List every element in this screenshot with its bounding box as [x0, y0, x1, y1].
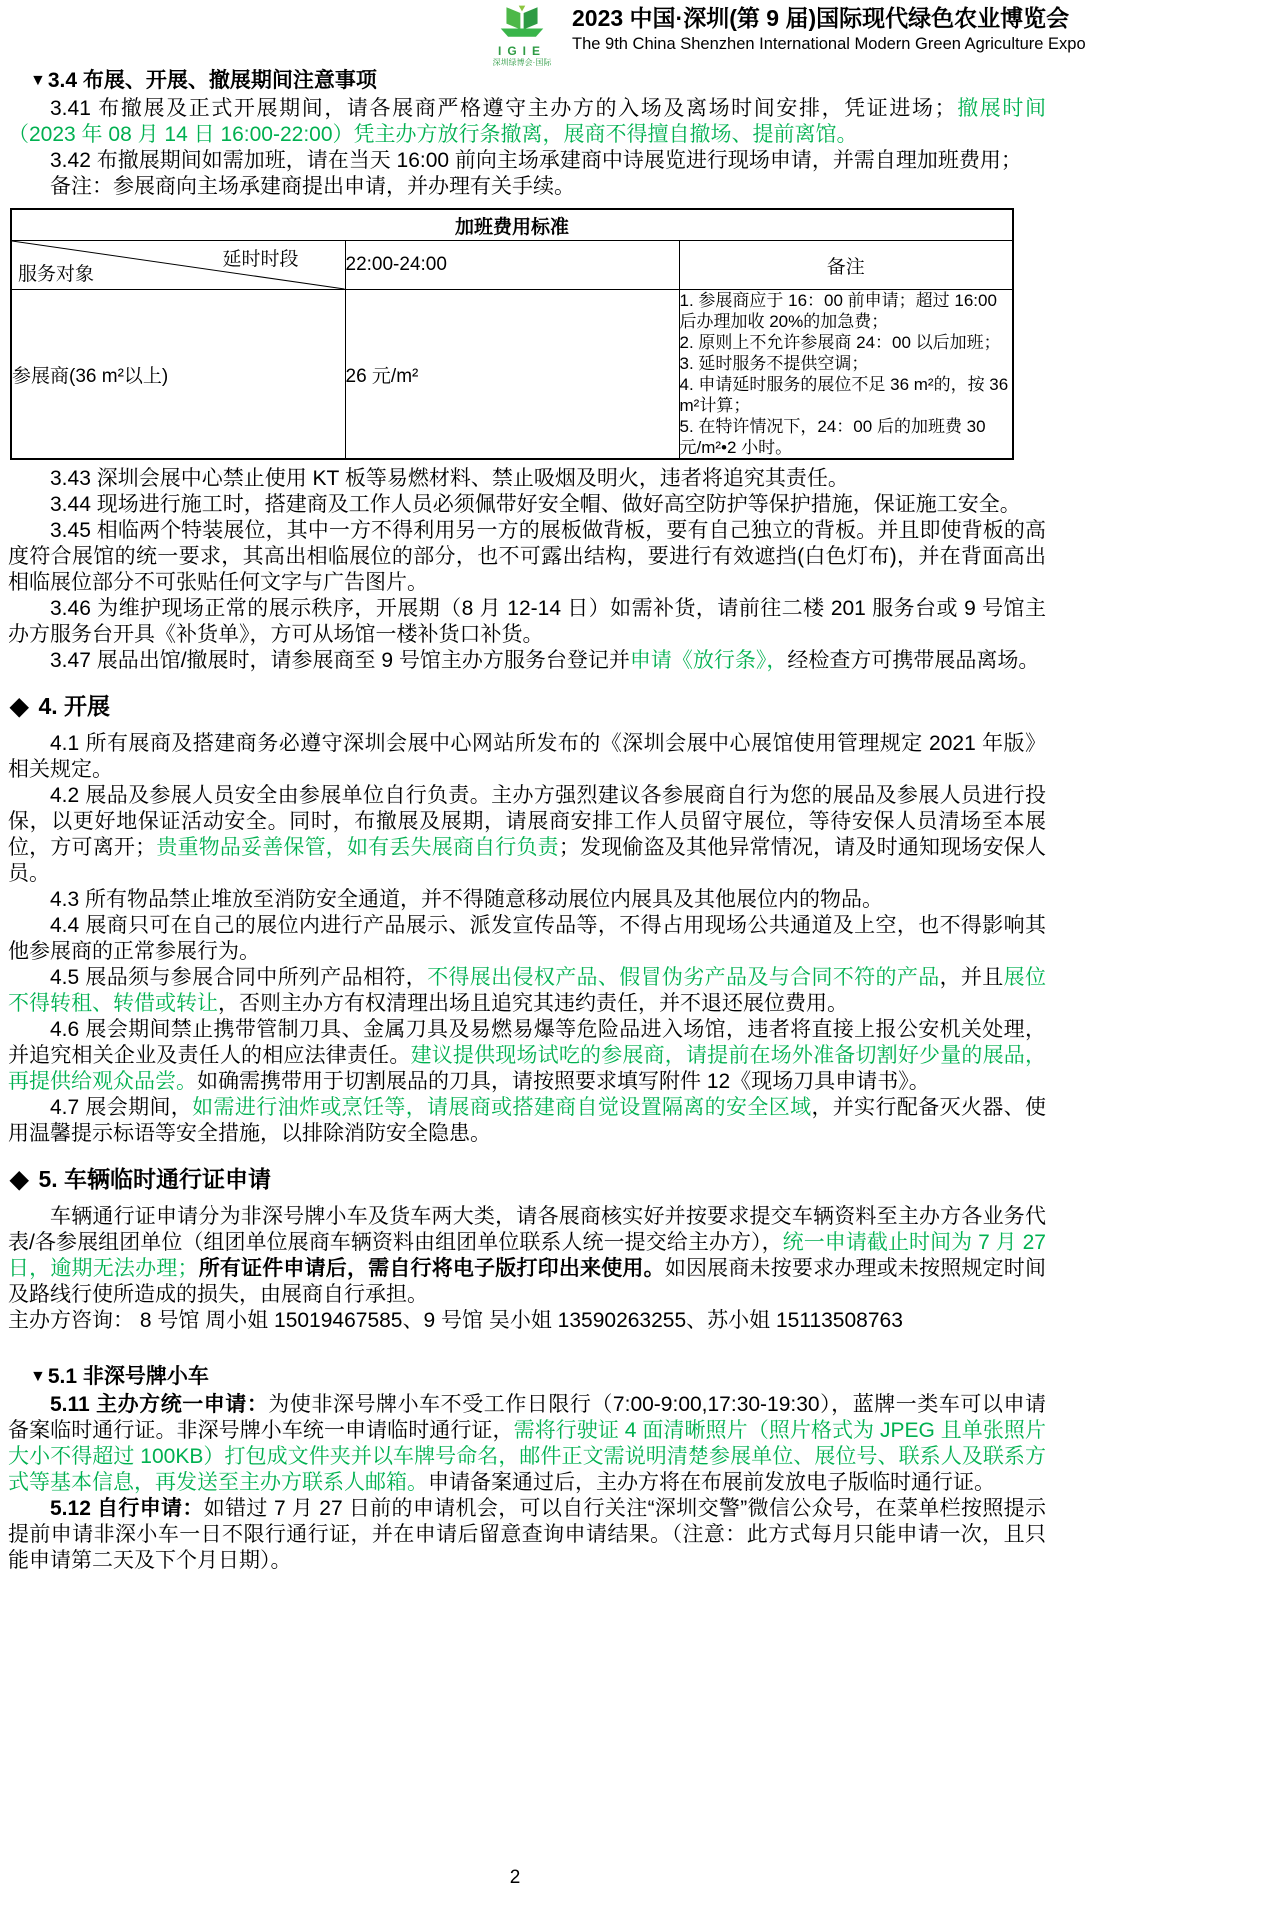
logo-leaves-icon — [490, 4, 554, 40]
text-run: ；发现偷盗及其他异常情况，请及时通知现场安保人员。 — [8, 836, 1046, 885]
text-run: ，否则主办方有权清理出场且追究其违约责任，并不退还展位费用。 — [218, 992, 848, 1015]
text-run: 3.43 深圳会展中心禁止使用 KT 板等易燃材料、禁止吸烟及明火，违者将追究其责任。 — [50, 467, 849, 490]
para-4-2 — [8, 783, 1046, 887]
text-run: 如错过 7 月 27 日前的申请机会，可以自行关注“深圳交警”微信公众号，在菜单栏按照提示提前申请非深小车一日不限行通行证，并在申请后留意查询申请结果。（注意：此方式每月只能申请一次，且只能申请第二天及下个月日期）。 — [8, 1497, 1046, 1572]
document-header — [482, 4, 1086, 67]
text-run: 4.7 展会期间， — [50, 1096, 193, 1119]
text-run: 4.6 展会期间禁止携带管制刀具、金属刀具及易燃易爆等危险品进入场馆，违者将直接上报公安机关处理，并追究相关企业及责任人的相应法律责任。 — [8, 1018, 1046, 1067]
logo-subtext: 深圳绿博会·国际 — [492, 58, 552, 67]
text-run: 3.45 相临两个特装展位，其中一方不得利用另一方的展板做背板，要有自己独立的背板。并且即使背板的高度符合展馆的统一要求，其高出相临展位的部分，也不可露出结构，要进行有效遮挡(白色灯布)，并在背面高出相临展位部分不可张贴任何文字与广告图片。 — [8, 519, 1046, 594]
text-run: 备注：参展商向主场承建商提出申请，并办理有关手续。 — [50, 175, 575, 198]
para-5-11 — [8, 1392, 1046, 1496]
text-run: 需将行驶证 4 面清晰照片（照片格式为 JPEG 且单张照片大小不得超过 100KB）打包成文件夹并以车牌号命名，邮件正文需说明清楚参展单位、展位号、联系人及联系方式等基本信息，再发送至主办方联系人邮箱。 — [8, 1419, 1046, 1494]
para-organizer-contacts — [8, 1308, 1046, 1334]
text-run: 撤展时间（2023 年 08 月 14 日 16:00-22:00）凭主办方放行条撤离，展商不得擅自撤场、提前离馆。 — [8, 97, 1047, 146]
text-run: 4.5 展品须与参展合同中所列产品相符， — [50, 966, 428, 989]
table-header-row — [11, 241, 1013, 290]
para-4-7 — [8, 1095, 1046, 1147]
heading-text: 5. 车辆临时通行证申请 — [38, 1166, 272, 1192]
text-run: 3.42 布撤展期间如需加班，请在当天 16:00 前向主场承建商中诗展览进行现场申请，并需自理加班费用； — [50, 149, 1022, 172]
para-5-12 — [8, 1496, 1046, 1574]
remarks-cell — [679, 290, 1013, 460]
text-run: 5.11 主办方统一申请： — [50, 1393, 269, 1416]
service-target-cell: 参展商(36 m²以上) — [11, 290, 345, 460]
rate-cell: 26 元/m² — [345, 290, 679, 460]
para-3-46 — [8, 596, 1046, 648]
text-run: 申请《放行条》， — [629, 649, 788, 672]
para-4-1 — [8, 731, 1046, 783]
para-4-5 — [8, 965, 1046, 1017]
time-slot-header: 22:00-24:00 — [345, 241, 679, 290]
text-run: 如因展商未按要求办理或未按照规定时间及路线行使所造成的损失，由展商自行承担。 — [8, 1257, 1046, 1306]
heading-3-4 — [30, 64, 1046, 94]
text-run: 3.44 现场进行施工时，搭建商及工作人员必须佩带好安全帽、做好高空防护等保护措施，保证施工安全。 — [50, 493, 1021, 516]
remark-line: 1. 参展商应于 16：00 前申请；超过 16:00 后办理加收 20%的加急费； — [679, 291, 997, 331]
heading-text: 4. 开展 — [38, 693, 111, 719]
table-title-row — [11, 209, 1013, 241]
expo-logo — [482, 4, 562, 67]
text-run: 经检查方可携带展品离场。 — [787, 649, 1040, 672]
text-run: 3.41 布撤展及正式开展期间，请各展商严格遵守主办方的入场及离场时间安排，凭证进场； — [50, 97, 956, 120]
text-run: 建议提供现场试吃的参展商，请提前在场外准备切割好少量的展品，再提供给观众品尝。 — [8, 1044, 1046, 1093]
document-body — [8, 60, 1046, 1574]
text-run: 车辆通行证申请分为非深号牌小车及货车两大类，请各展商核实好并按要求提交车辆资料至主办方各业务代表/各参展组团单位（组团单位展商车辆资料由组团单位联系人统一提交给主办方）， — [8, 1205, 1046, 1254]
remark-line: 5. 在特许情况下，24：00 后的加班费 30 元/m²•2 小时。 — [679, 417, 986, 457]
para-3-41 — [8, 96, 1046, 148]
para-3-45 — [8, 518, 1046, 596]
text-run: 不得展出侵权产品、假冒伪劣产品及与合同不符的产品 — [427, 966, 940, 989]
text-run: 4.2 展品及参展人员安全由参展单位自行负责。主办方强烈建议各参展商自行为您的展品及参展人员进行投保，以更好地保证活动安全。同时，布撤展及展期，请展商安排工作人员留守展位，等待安保人员清场至本展位，方可离开； — [8, 784, 1046, 859]
expo-titles — [572, 4, 1086, 55]
table-data-row — [11, 290, 1013, 460]
heading-marker-icon: ◆ — [10, 693, 29, 720]
heading-4 — [10, 688, 1046, 721]
diagonal-label-service-target: 服务对象 — [18, 264, 95, 285]
diagonal-header-cell — [11, 241, 345, 290]
text-run: 为使非深号牌小车不受工作日限行（7:00-9:00,17:30-19:30），蓝牌一类车可以申请备案临时通行证。非深号牌小车统一申请临时通行证， — [8, 1393, 1046, 1442]
heading-5 — [10, 1161, 1046, 1194]
text-run: 4.1 所有展商及搭建商务必遵守深圳会展中心网站所发布的《深圳会展中心展馆使用管理规定 2021 年版》相关规定。 — [8, 732, 1046, 781]
diagonal-label-time-slot: 延时时段 — [222, 249, 299, 270]
remark-line: 4. 申请延时服务的展位不足 36 m²的，按 36 m²计算； — [679, 375, 1009, 415]
text-run: 如确需携带用于切割展品的刀具，请按照要求填写附件 12《现场刀具申请书》。 — [197, 1070, 930, 1093]
text-run: 4.4 展商只可在自己的展位内进行产品展示、派发宣传品等，不得占用现场公共通道及上空，也不得影响其他参展商的正常参展行为。 — [8, 914, 1046, 963]
remarks-header: 备注 — [679, 241, 1013, 290]
expo-title-en: The 9th China Shenzhen International Modern Green Agriculture Expo — [572, 35, 1086, 53]
para-4-4 — [8, 913, 1046, 965]
para-3-43 — [8, 466, 1046, 492]
text-run: 3.47 展品出馆/撤展时，请参展商至 9 号馆主办方服务台登记并 — [50, 649, 630, 672]
logo-acronym: IGIE — [497, 44, 546, 58]
para-4-6 — [8, 1017, 1046, 1095]
text-run: 统一申请截止时间为 7 月 27 日，逾期无法办理； — [8, 1231, 1046, 1280]
para-4-3 — [8, 887, 1046, 913]
expo-title-cn: 2023 中国·深圳(第 9 届)国际现代绿色农业博览会 — [572, 5, 1070, 31]
text-run: 展位不得转租、转借或转让 — [8, 966, 1047, 1015]
heading-marker-icon: ◆ — [10, 1166, 29, 1193]
table-title: 加班费用标准 — [11, 209, 1013, 241]
heading-text: 5.1 非深号牌小车 — [47, 1365, 209, 1388]
heading-text: 3.4 布展、开展、撤展期间注意事项 — [47, 69, 377, 92]
text-run: 申请备案通过后，主办方将在布展前发放电子版临时通行证。 — [428, 1471, 995, 1494]
text-run: 4.3 所有物品禁止堆放至消防安全通道，并不得随意移动展位内展具及其他展位内的物品。 — [50, 888, 884, 911]
para-3-42-note — [8, 174, 1046, 200]
page-footer — [0, 1867, 1030, 1889]
overtime-fee-table — [10, 208, 1014, 460]
text-run: 贵重物品妥善保管，如有丢失展商自行负责 — [156, 836, 559, 859]
para-3-47 — [8, 648, 1046, 674]
heading-marker-icon: ▼ — [30, 1368, 46, 1385]
remark-line: 3. 延时服务不提供空调； — [679, 354, 869, 373]
para-5-intro — [8, 1204, 1046, 1308]
text-run: 5.12 自行申请： — [50, 1497, 204, 1520]
text-run: ，并实行配备灭火器、使用温馨提示标语等安全措施，以排除消防安全隐患。 — [8, 1096, 1047, 1145]
text-run: 3.46 为维护现场正常的展示秩序，开展期（8 月 12-14 日）如需补货，请前往二楼 201 服务台或 9 号馆主办方服务台开具《补货单》，方可从场馆一楼补货口补货。 — [8, 597, 1046, 646]
para-3-42 — [8, 148, 1046, 174]
text-run: 如需进行油炸或烹饪等，请展商或搭建商自觉设置隔离的安全区域 — [192, 1096, 812, 1119]
remark-line: 2. 原则上不允许参展商 24：00 以后加班； — [679, 333, 1001, 352]
para-3-44 — [8, 492, 1046, 518]
page-number: 2 — [509, 1867, 521, 1888]
text-run: 所有证件申请后，需自行将电子版打印出来使用。 — [198, 1257, 665, 1280]
heading-marker-icon: ▼ — [30, 72, 46, 89]
heading-5-1 — [30, 1360, 1046, 1390]
text-run: 主办方咨询： 8 号馆 周小姐 15019467585、9 号馆 吴小姐 13590263255、苏小姐 15113508763 — [8, 1309, 903, 1332]
text-run: ，并且 — [939, 966, 1004, 989]
